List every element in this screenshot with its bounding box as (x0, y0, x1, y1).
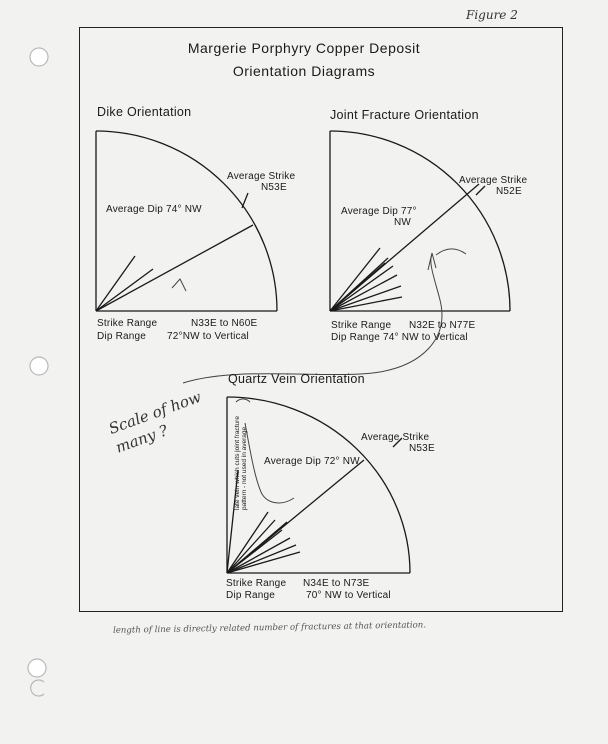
quartz-strike-range-value: N34E to N73E (303, 578, 370, 589)
dike-avg-strike-label: Average Strike (227, 171, 296, 182)
joint-avg-dip-line2: NW (394, 217, 412, 228)
footer-note: length of line is directly related number of fractures at that orientation. (112, 620, 427, 636)
dike-dip-range-value: 72°NW to Vertical (167, 331, 249, 342)
joint-strike-range-label: Strike Range (331, 320, 392, 331)
quartz-strike-range-label: Strike Range (226, 578, 287, 589)
binder-hole-bottom (28, 659, 46, 677)
dike-avg-dip: Average Dip 74° NW (106, 204, 202, 215)
quartz-dip-range-label: Dip Range (226, 590, 276, 601)
quartz-heading: Quartz Vein Orientation (228, 372, 365, 386)
document-title: Margerie Porphyry Copper Deposit (187, 40, 421, 56)
document-subtitle: Orientation Diagrams (232, 63, 376, 79)
quartz-avg-dip: Average Dip 72° NW (264, 456, 360, 467)
quartz-avg-strike-label: Average Strike (361, 432, 430, 443)
dike-heading: Dike Orientation (97, 105, 192, 119)
joint-dip-range-value: 74° NW to Vertical (383, 332, 468, 343)
joint-dip-range-label: Dip Range (331, 332, 381, 343)
figure-label: Figure 2 (466, 8, 518, 22)
binder-hole-middle (30, 357, 48, 375)
dike-strike-range-value: N33E to N60E (191, 318, 258, 329)
joint-avg-dip-line1: Average Dip 77° (341, 206, 417, 217)
joint-heading: Joint Fracture Orientation (330, 108, 479, 122)
dike-dip-range-label: Dip Range (97, 331, 147, 342)
dike-strike-range-label: Strike Range (97, 318, 158, 329)
quartz-avg-strike-value: N53E (409, 443, 435, 454)
quartz-dip-range-value: 70° NW to Vertical (306, 590, 391, 601)
quartz-side-note: late vein which cuts joint fracture pattern - not used in average (234, 416, 248, 510)
joint-avg-strike-label: Average Strike (459, 175, 528, 186)
binder-hole-partial (31, 680, 44, 696)
joint-avg-strike-value: N52E (496, 186, 522, 197)
joint-strike-range-value: N32E to N77E (409, 320, 476, 331)
dike-avg-strike-value: N53E (261, 182, 287, 193)
handwritten-note: Scale of how many ? (106, 387, 204, 457)
